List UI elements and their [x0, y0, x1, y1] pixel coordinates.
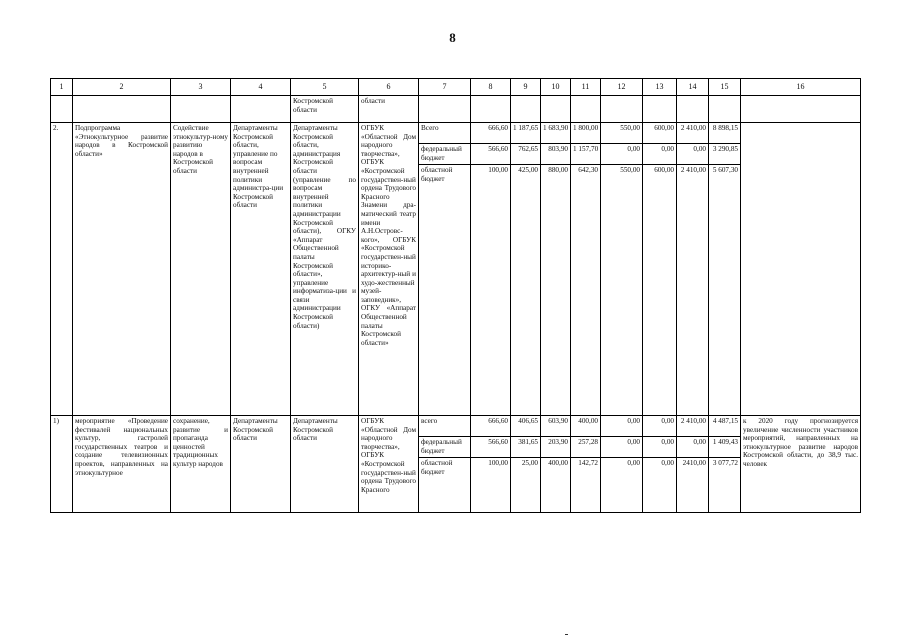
column-number: 3: [171, 79, 231, 96]
participants-cell: ОГБУК «Областной Дом народного творчества», ОГБУК «Костромской государствен-ный ордена Трудового Красного Знамени дра-матический театр имени А.Н.Островс-кого», ОГБУК «Костромской государствен-ный историко-архитектур-ный и худо-жественный музей-заповедник», ОГКУ «Аппарат Общественной палаты Костромской области»: [359, 123, 419, 416]
row-number: 2.: [51, 123, 73, 416]
column-number: 16: [741, 79, 861, 96]
amount-cell: 0,00: [643, 437, 677, 458]
amount-cell: 603,90: [541, 416, 571, 437]
result-cell: к 2020 году прогнозируется увеличение численности участников мероприятий, направленных на этнокультурное развитие народов Костромской области, до 38,9 тыс. человек: [741, 416, 861, 513]
amount-cell: 666,60: [471, 123, 511, 144]
total-cell: 3 077,72: [709, 458, 741, 513]
amount-cell: 257,28: [571, 437, 601, 458]
responsible-cell: Департаменты Костромской области, управление по вопросам внутренней политики администра-ции Костромской области: [231, 123, 291, 416]
amount-cell: 100,00: [471, 458, 511, 513]
amount-cell: 0,00: [601, 144, 643, 165]
column-number: 14: [677, 79, 709, 96]
funding-source: федеральный бюджет: [419, 437, 471, 458]
amount-cell: 0,00: [601, 437, 643, 458]
participants-cell: области: [359, 96, 419, 123]
coexecutors-cell: Костромской области: [291, 96, 359, 123]
goal-cell: Содействие этнокультур-ному развитию народов в Костромской области: [171, 123, 231, 416]
funding-source: федеральный бюджет: [419, 144, 471, 165]
total-cell: 4 487,15: [709, 416, 741, 437]
amount-cell: 803,90: [541, 144, 571, 165]
column-number: 11: [571, 79, 601, 96]
amount-cell: 425,00: [511, 165, 541, 416]
amount-cell: 550,00: [601, 123, 643, 144]
amount-cell: 0,00: [643, 458, 677, 513]
amount-cell: 566,60: [471, 437, 511, 458]
amount-cell: 2 410,00: [677, 416, 709, 437]
amount-cell: 642,30: [571, 165, 601, 416]
column-number: 4: [231, 79, 291, 96]
column-number: 13: [643, 79, 677, 96]
amount-cell: 0,00: [677, 437, 709, 458]
amount-cell: 0,00: [643, 144, 677, 165]
amount-cell: 880,00: [541, 165, 571, 416]
funding-source: всего: [419, 416, 471, 437]
amount-cell: 1 800,00: [571, 123, 601, 144]
goal-cell: сохранение, развитие и пропаганда ценностей традиционных культур народов: [171, 416, 231, 513]
amount-cell: 100,00: [471, 165, 511, 416]
column-number: 7: [419, 79, 471, 96]
amount-cell: 0,00: [643, 416, 677, 437]
table-row: [51, 416, 861, 437]
amount-cell: 203,90: [541, 437, 571, 458]
coexecutors-cell: Департаменты Костромской области, администрация Костромской области (управление по вопросам внутренней политики администрации Костромской области), ОГКУ «Аппарат Общественной палаты Костромской области», управление информатиза-ции и связи администрации Костромской области): [291, 123, 359, 416]
amount-cell: 142,72: [571, 458, 601, 513]
scan-mark: [565, 634, 568, 635]
amount-cell: 666,60: [471, 416, 511, 437]
table-row: [51, 123, 861, 144]
amount-cell: 400,00: [571, 416, 601, 437]
amount-cell: 0,00: [677, 144, 709, 165]
column-number: 6: [359, 79, 419, 96]
amount-cell: 762,65: [511, 144, 541, 165]
amount-cell: 25,00: [511, 458, 541, 513]
amount-cell: 600,00: [643, 165, 677, 416]
amount-cell: 381,65: [511, 437, 541, 458]
funding-source: Всего: [419, 123, 471, 144]
column-number: 5: [291, 79, 359, 96]
responsible-cell: Департаменты Костромской области: [231, 416, 291, 513]
program-name: Подпрограмма «Этнокультурное развитие народов в Костромской области»: [73, 123, 171, 416]
column-number: 10: [541, 79, 571, 96]
amount-cell: 0,00: [601, 416, 643, 437]
measure-name: мероприятие «Проведение фестивалей национальных культур, гастролей государственных театров и создание телевизионных проектов, направленных на этнокультурное: [73, 416, 171, 513]
coexecutors-cell: Департаменты Костромской области: [291, 416, 359, 513]
budget-table: [50, 78, 861, 513]
column-number-row: [51, 79, 861, 96]
total-cell: 5 607,30: [709, 165, 741, 416]
row-number: 1): [51, 416, 73, 513]
total-cell: 3 290,85: [709, 144, 741, 165]
amount-cell: 0,00: [601, 458, 643, 513]
amount-cell: 2410,00: [677, 458, 709, 513]
total-cell: 8 898,15: [709, 123, 741, 144]
funding-source: областной бюджет: [419, 165, 471, 416]
column-number: 1: [51, 79, 73, 96]
amount-cell: 406,65: [511, 416, 541, 437]
column-number: 9: [511, 79, 541, 96]
amount-cell: 566,60: [471, 144, 511, 165]
amount-cell: 550,00: [601, 165, 643, 416]
amount-cell: 600,00: [643, 123, 677, 144]
page-number: 8: [449, 30, 456, 45]
total-cell: 1 409,43: [709, 437, 741, 458]
amount-cell: 2 410,00: [677, 165, 709, 416]
result-cell: [741, 123, 861, 416]
column-number: 15: [709, 79, 741, 96]
continuation-row: [51, 96, 861, 123]
participants-cell: ОГБУК «Областной Дом народного творчества», ОГБУК «Костромской государствен-ный ордена Трудового Красного: [359, 416, 419, 513]
column-number: 2: [73, 79, 171, 96]
amount-cell: 400,00: [541, 458, 571, 513]
funding-source: областной бюджет: [419, 458, 471, 513]
amount-cell: 2 410,00: [677, 123, 709, 144]
column-number: 12: [601, 79, 643, 96]
column-number: 8: [471, 79, 511, 96]
amount-cell: 1 157,70: [571, 144, 601, 165]
amount-cell: 1 187,65: [511, 123, 541, 144]
amount-cell: 1 683,90: [541, 123, 571, 144]
